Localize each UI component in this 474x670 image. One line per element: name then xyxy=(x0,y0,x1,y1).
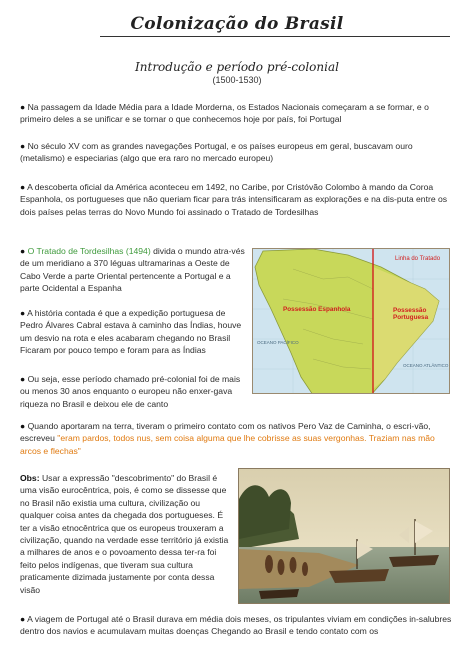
map-illustration xyxy=(253,249,450,394)
paragraph-1 xyxy=(20,101,456,126)
paragraph-2 xyxy=(20,140,456,165)
paragraph-2-text: No século XV com as grandes navegações Portugal, e os países europeus em geral, buscavam ouro (metalismo) e especiarias (algo que era raro no mercado europeu) xyxy=(20,141,413,164)
caminha-quote: "eram pardos, todos nus, sem coisa alguma que lhe cobrisse as suas vergonhas. Traziam nas mão arcos e flechas" xyxy=(20,433,435,456)
spain-possession-label: Possessão Espanhola xyxy=(283,306,351,313)
treaty-line-label: Linha do Tratado xyxy=(395,256,441,262)
bullet-icon: ● xyxy=(20,308,26,318)
paragraph-5-text: A história contada é que a expedição portuguesa de Pedro Álvares Cabral estava à caminho das Índias, houve um desvio na rota e eles acabaram chegando no Brasil Ficaram por pouco tempo e foram para as Índias xyxy=(20,308,242,356)
portugal-possession-label: Possessão Portuguesa xyxy=(393,307,429,321)
bullet-icon: ● xyxy=(20,102,26,112)
bullet-icon: ● xyxy=(20,421,26,431)
painting-illustration xyxy=(239,469,450,604)
tordesillas-map xyxy=(252,248,450,394)
bullet-icon: ● xyxy=(20,246,26,256)
bullet-icon: ● xyxy=(20,614,26,624)
bullet-icon: ● xyxy=(20,141,26,151)
bullet-icon: ● xyxy=(20,182,26,192)
paragraph-4-text: divida o mundo atra-vés de um meridiano a 370 léguas ultramarinas a Oeste de Cabo Verde a parte Oriental pertencente a Portugal e a parte Ocidental a Espanha xyxy=(20,246,245,294)
paragraph-4 xyxy=(20,245,248,295)
paragraph-7-text: Quando aportaram na terra, tiveram o primeiro contato com os nativos Pero Vaz de Caminha, o escri-vão, escreveu xyxy=(20,421,431,444)
paragraph-8-text: A viagem de Portugal até o Brasil durava em média dois meses, os tripulantes viviam em condições in-salubres dentro dos navios e acumulavam muitas doenças Chegando ao Brasil e tendo contato com os xyxy=(20,614,452,637)
observation-note xyxy=(20,472,234,596)
paragraph-3-text: A descoberta oficial da América aconteceu em 1492, no Caribe, por Cristóvão Colombo à mando da Coroa Espanhola, os portugueses que não queriam ficar para trás intensificaram as explorações e na dis-puta entre os dois países pelas terras do Novo Mundo foi assinado o Tratado de Tordesilhas xyxy=(20,182,448,217)
paragraph-1-text: Na passagem da Idade Média para a Idade Morderna, os Estados Nacionais começaram a se formar, e o primeiro deles a se unificar e se tornar o que conhecemos hoje por país, foi Portugal xyxy=(20,102,429,125)
paragraph-6-text: Ou seja, esse período chamado pré-colonial foi de mais ou menos 30 anos enquanto o europeu não enxer-gava riqueza no Brasil e deixou ele de canto xyxy=(20,374,241,409)
paragraph-5 xyxy=(20,307,248,357)
paragraph-8 xyxy=(20,613,456,638)
treaty-highlight: O Tratado de Tordesilhas (1494) xyxy=(27,246,151,256)
period-range: (1500-1530) xyxy=(212,75,262,85)
pacific-ocean-label: OCEANO PACÍFICO xyxy=(257,340,299,345)
title-underline xyxy=(100,36,450,37)
obs-label: Obs: xyxy=(20,473,40,483)
cabral-arrival-painting xyxy=(238,468,450,604)
atlantic-ocean-label: OCEANO ATLÂNTICO xyxy=(403,363,449,368)
paragraph-3 xyxy=(20,181,456,218)
paragraph-7 xyxy=(20,420,456,457)
section-subtitle: Introdução e período pré-colonial xyxy=(135,60,339,74)
obs-text: Usar a expressão "descobrimento" do Brasil é uma visão eurocêntrica, pois, é como se dissesse que no Brasil não existia uma cultura, civilização ou qualquer coisa antes da chegada dos portugueses. É ter a visão etnocêntrica que os europeus trouxeram a civilização, quando na verdade esse território já existia a milhares de anos e o povoamento dessa ter-ra foi feito pelos indígenas, que tiveram sua cultura praticamente dizimada justamente por conta dessa visão xyxy=(20,473,229,595)
paragraph-6 xyxy=(20,373,248,410)
bullet-icon: ● xyxy=(20,374,26,384)
page-title: Colonização do Brasil xyxy=(130,14,344,34)
